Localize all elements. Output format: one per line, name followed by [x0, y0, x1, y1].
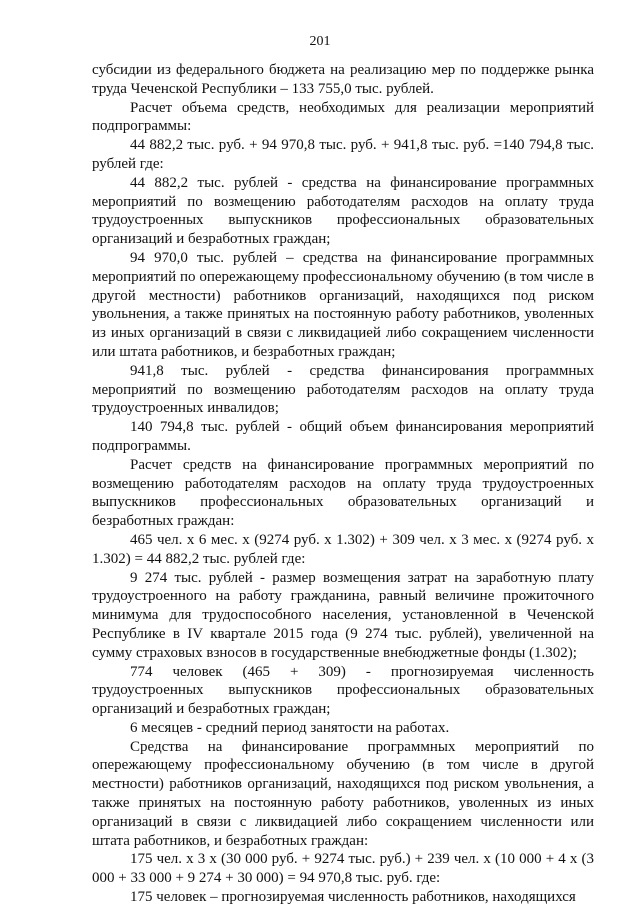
paragraph-training-formula: 175 чел. х 3 х (30 000 руб. + 9274 тыс. руб.) + 239 чел. х (10 000 + 4 х (3 000 + 33 000 + 9 274 + 30 000) = 94 970,8 тыс. руб. где:	[92, 851, 594, 887]
paragraph-total-volume: 140 794,8 тыс. рублей - общий объем финансирования мероприятий подпрограммы.	[92, 419, 594, 454]
paragraph-employment-period: 6 месяцев - средний период занятости на работах.	[130, 719, 450, 736]
paragraph-wage-calculation-heading: Расчет средств на финансирование программных мероприятий по возмещению работодателям расходов на оплату труда трудоустроенных выпускников профессиональных образовательных организаций и безработных граждан:	[92, 456, 594, 530]
paragraph-graduates-count: 774 человек (465 + 309) - прогнозируемая численность трудоустроенных выпускников профессиональных образовательных организаций и безработных граждан;	[92, 663, 594, 718]
paragraph-wage-reimbursement: 44 882,2 тыс. рублей - средства на финансирование программных мероприятий по возмещению работодателям расходов на оплату труда трудоустроенных выпускников профессиональных образовательных организаций и безработных граждан;	[92, 174, 594, 248]
document-body	[92, 61, 594, 907]
paragraph-subsidy-continuation: субсидии из федерального бюджета на реализацию мер по поддержке рынка труда Чеченской Республики – 133 755,0 тыс. рублей.	[92, 62, 594, 97]
paragraph-calculation-heading: Расчет объема средств, необходимых для реализации мероприятий подпрограммы:	[92, 99, 594, 135]
paragraph-living-wage: 9 274 тыс. рублей - размер возмещения затрат на заработную плату трудоустроенного на работу гражданина, равный величине прожиточного минимума для трудоспособного населения, установленной в Чеченской Республике в IV квартале 2015 года (9 274 тыс. рублей), увеличенной на сумму страховых взносов в государственные внебюджетные фонды (1.302);	[92, 569, 594, 661]
paragraph-total-formula: 44 882,2 тыс. руб. + 94 970,8 тыс. руб. + 941,8 тыс. руб. =140 794,8 тыс. рублей где:	[92, 137, 594, 172]
paragraph-workers-at-risk: 175 человек – прогнозируемая численность работников, находящихся	[130, 889, 576, 906]
paragraph-wage-formula: 465 чел. х 6 мес. х (9274 руб. х 1.302) + 309 чел. х 3 мес. х (9274 руб. х 1.302) = 44 882,2 тыс. рублей где:	[92, 531, 594, 567]
paragraph-advanced-training: 94 970,0 тыс. рублей – средства на финансирование программных мероприятий по опережающему профессиональному обучению (в том числе в другой местности) работников организаций, находящихся под риском увольнения, а также принятых на постоянную работу работников, уволенных из иных организаций в связи с ликвидацией либо сокращением численности или штата работников, и безработных граждан;	[92, 249, 594, 360]
paragraph-disabled-employment: 941,8 тыс. рублей - средства финансирования программных мероприятий по возмещению работодателям расходов на оплату труда трудоустроенных инвалидов;	[92, 362, 594, 417]
paragraph-training-funds-heading: Средства на финансирование программных мероприятий по опережающему профессиональному обучению (в том числе в другой местности) работников организаций, находящихся под риском увольнения, а также принятых на постоянную работу работников, уволенных из иных организаций в связи с ликвидацией либо сокращением численности или штата работников, и безработных граждан:	[92, 738, 594, 849]
page-number: 201	[309, 34, 331, 49]
